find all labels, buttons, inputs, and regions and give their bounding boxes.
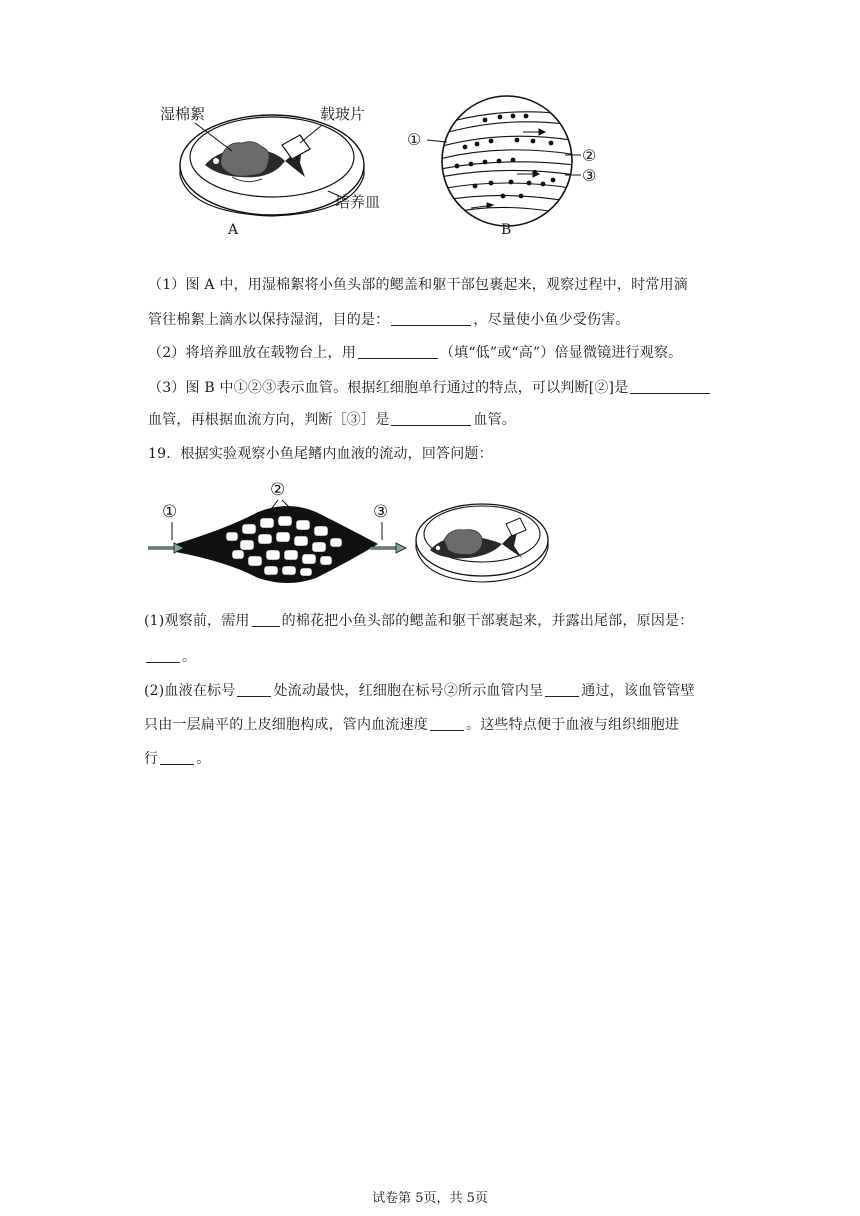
q19-part2-text-b: 处流动最快，红细胞在标号②所示血管内呈 — [273, 683, 544, 699]
q18-part1-text: （1）图 A 中，用湿棉絮将小鱼头部的鳃盖和躯干部包裹起来，观察过程中，时常用滴 — [148, 277, 688, 293]
q18-part3-text-c: 血管。 — [473, 412, 517, 428]
figure-b-mark-2: ② — [582, 146, 597, 165]
q19-part2-text-e: 。这些特点便于血液与组织细胞进 — [466, 717, 679, 733]
q18-part3-line2 — [148, 410, 516, 430]
q19-part1-line2 — [144, 647, 196, 667]
q19-part2-text-d: 只由一层扁平的上皮细胞构成，管内血流速度 — [144, 717, 428, 733]
figure-capillary — [148, 478, 410, 588]
page-footer: 试卷第 5页，共 5页 — [372, 1191, 488, 1206]
answer-blank[interactable] — [430, 716, 464, 731]
answer-blank[interactable] — [146, 648, 180, 663]
figure-fish-dish — [410, 494, 560, 590]
q18-part2-text-b: （填“低”或“高”）倍显微镜进行观察。 — [439, 345, 683, 361]
answer-blank[interactable] — [252, 612, 280, 627]
answer-blank[interactable] — [237, 682, 271, 697]
q19-title — [148, 444, 493, 464]
figure-b — [405, 86, 605, 246]
capillary-mark-3: ③ — [373, 502, 389, 522]
label-slide: 载玻片 — [320, 105, 366, 123]
q18-part2-text-a: （2）将培养皿放在载物台上，用 — [148, 345, 356, 361]
q18-part1-text-b: ，尽量使小鱼少受伤害。 — [473, 312, 630, 328]
answer-blank[interactable] — [391, 411, 471, 426]
q19-part1-text-b: 的棉花把小鱼头部的鳃盖和躯干部裹起来，并露出尾部，原因是： — [281, 613, 694, 629]
q19-part2-line1 — [144, 681, 695, 701]
q18-part3-text-b: 血管，再根据血流方向，判断［③］是 — [148, 412, 390, 428]
q19-part2-text-f: 行 — [144, 751, 159, 767]
q19-part2-text-a: (2)血液在标号 — [144, 683, 236, 699]
answer-blank[interactable] — [545, 682, 579, 697]
answer-blank[interactable] — [391, 311, 471, 326]
answer-blank[interactable] — [630, 379, 710, 394]
figure-a — [150, 95, 400, 245]
q19-part1-line1 — [144, 611, 693, 631]
fish-dish-drawing — [410, 494, 560, 590]
q19-part2-text-c: 通过，该血管管壁 — [581, 683, 695, 699]
q19-part1-text-c: 。 — [182, 649, 197, 665]
q18-part3-text-a: （3）图 B 中①②③表示血管。根据红细胞单行通过的特点，可以判断[②]是 — [148, 380, 629, 396]
q19-title-text: 19．根据实验观察小鱼尾鳍内血液的流动，回答问题： — [148, 446, 493, 462]
q19-part2-text-g: 。 — [196, 751, 211, 767]
capillary-mark-1: ① — [162, 502, 178, 522]
q18-part1-line1 — [148, 275, 688, 295]
figure-b-caption: B — [501, 222, 512, 238]
label-wet-cotton: 湿棉絮 — [160, 105, 206, 123]
figure-a-caption: A — [228, 222, 239, 238]
answer-blank[interactable] — [358, 344, 438, 359]
q19-part2-line2 — [144, 715, 679, 735]
answer-blank[interactable] — [160, 750, 194, 765]
figure-b-mark-3: ③ — [582, 166, 597, 185]
q18-part3-line1 — [148, 378, 712, 398]
capillary-mark-2: ② — [270, 480, 286, 500]
q18-part1-line2 — [148, 310, 630, 330]
q19-part2-line3 — [144, 749, 210, 769]
q18-part2 — [148, 343, 682, 363]
q19-part1-text-a: (1)观察前，需用 — [144, 613, 250, 629]
figure-b-mark-1: ① — [407, 130, 422, 149]
label-petri-dish: 培养皿 — [335, 193, 381, 211]
q18-part1-text-a: 管往棉絮上滴水以保持湿润，目的是： — [148, 312, 390, 328]
